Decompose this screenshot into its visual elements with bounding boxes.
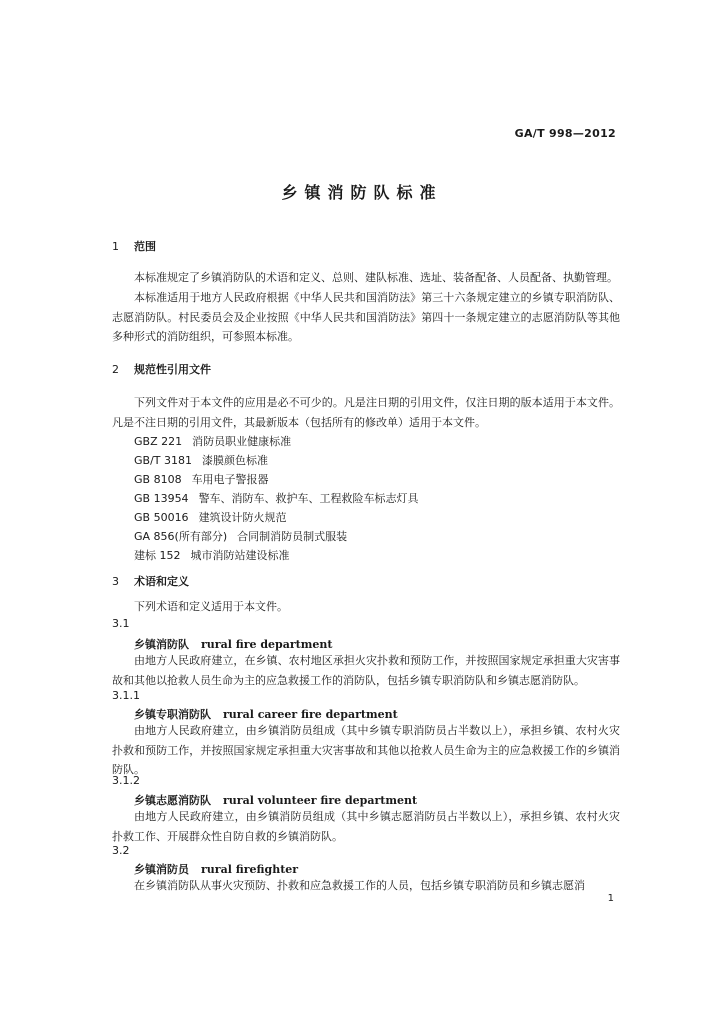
reference-code: GB 8108 [134, 473, 182, 486]
term-zh: 乡镇志愿消防队 [134, 794, 211, 807]
term-definition: 由地方人民政府建立，由乡镇消防员组成（其中乡镇专职消防员占半数以上），承担乡镇、农村火灾扑救和预防工作，并按照国家规定承担重大灾害事故和其他以抢救人员生命为主的应急救援工作的乡镇消防队。 [112, 724, 620, 776]
term-heading [134, 706, 398, 722]
page-number: 1 [607, 893, 614, 904]
document-title: 乡镇消防队标准 [281, 183, 443, 202]
reference-code: GA 856(所有部分) [134, 530, 228, 543]
reference-name: 城市消防站建设标准 [190, 549, 290, 562]
reference-name: 警车、消防车、救护车、工程救险车标志灯具 [198, 492, 419, 505]
reference-name: 漆膜颜色标准 [202, 454, 268, 467]
scope-paragraph-1: 本标准规定了乡镇消防队的术语和定义、总则、建队标准、选址、装备配备、人员配备、执勤管理。 [134, 271, 618, 284]
terms-intro: 下列术语和定义适用于本文件。 [134, 600, 288, 613]
section-3-heading [112, 573, 189, 589]
standard-code: GA/T 998—2012 [514, 127, 616, 140]
reference-name: 消防员职业健康标准 [192, 435, 292, 448]
reference-item [134, 452, 268, 468]
section-number: 2 [112, 363, 119, 376]
term-en: rural fire department [201, 638, 333, 651]
section-title: 范围 [134, 240, 156, 253]
term-definition: 在乡镇消防队从事火灾预防、扑救和应急救援工作的人员，包括乡镇专职消防员和乡镇志愿消 [134, 879, 585, 892]
term-heading [134, 636, 332, 652]
scope-paragraph-2: 本标准适用于地方人民政府根据《中华人民共和国消防法》第三十六条规定建立的乡镇专职消防队、志愿消防队。村民委员会及企业按照《中华人民共和国消防法》第四十一条规定建立的志愿消防队等其他多种形式的消防组织，可参照本标准。 [112, 291, 620, 343]
reference-item [134, 471, 269, 487]
term-zh: 乡镇专职消防队 [134, 708, 211, 721]
clause-number: 3.1 [112, 617, 130, 630]
reference-item [134, 490, 419, 506]
reference-code: GB/T 3181 [134, 454, 192, 467]
section-number: 3 [112, 575, 119, 588]
reference-item [134, 547, 290, 563]
section-title: 规范性引用文件 [134, 363, 211, 376]
section-1-heading [112, 238, 156, 254]
reference-name: 合同制消防员制式服装 [237, 530, 348, 543]
term-definition: 由地方人民政府建立，在乡镇、农村地区承担火灾扑救和预防工作，并按照国家规定承担重大灾害事故和其他以抢救人员生命为主的应急救援工作的消防队，包括乡镇专职消防队和乡镇志愿消防队。 [112, 654, 620, 687]
reference-code: 建标 152 [134, 549, 181, 562]
references-intro-paragraph: 下列文件对于本文件的应用是必不可少的。凡是注日期的引用文件，仅注日期的版本适用于本文件。凡是不注日期的引用文件，其最新版本（包括所有的修改单）适用于本文件。 [112, 396, 620, 429]
reference-code: GBZ 221 [134, 435, 183, 448]
reference-item [134, 528, 347, 544]
term-en: rural career fire department [223, 708, 398, 721]
term-zh: 乡镇消防队 [134, 638, 189, 651]
clause-number: 3.1.2 [112, 774, 140, 787]
reference-item [134, 433, 291, 449]
clause-number: 3.2 [112, 844, 130, 857]
term-en: rural firefighter [201, 863, 299, 876]
term-heading [134, 861, 298, 877]
reference-name: 建筑设计防火规范 [198, 511, 287, 524]
term-heading [134, 792, 417, 808]
term-en: rural volunteer fire department [223, 794, 418, 807]
section-number: 1 [112, 240, 119, 253]
reference-code: GB 50016 [134, 511, 189, 524]
reference-code: GB 13954 [134, 492, 189, 505]
term-zh: 乡镇消防员 [134, 863, 189, 876]
term-definition: 由地方人民政府建立，由乡镇消防员组成（其中乡镇志愿消防员占半数以上），承担乡镇、农村火灾扑救工作、开展群众性自防自救的乡镇消防队。 [112, 810, 620, 843]
clause-number: 3.1.1 [112, 689, 140, 702]
reference-item [134, 509, 287, 525]
section-2-heading [112, 361, 211, 377]
section-title: 术语和定义 [134, 575, 189, 588]
reference-name: 车用电子警报器 [191, 473, 269, 486]
